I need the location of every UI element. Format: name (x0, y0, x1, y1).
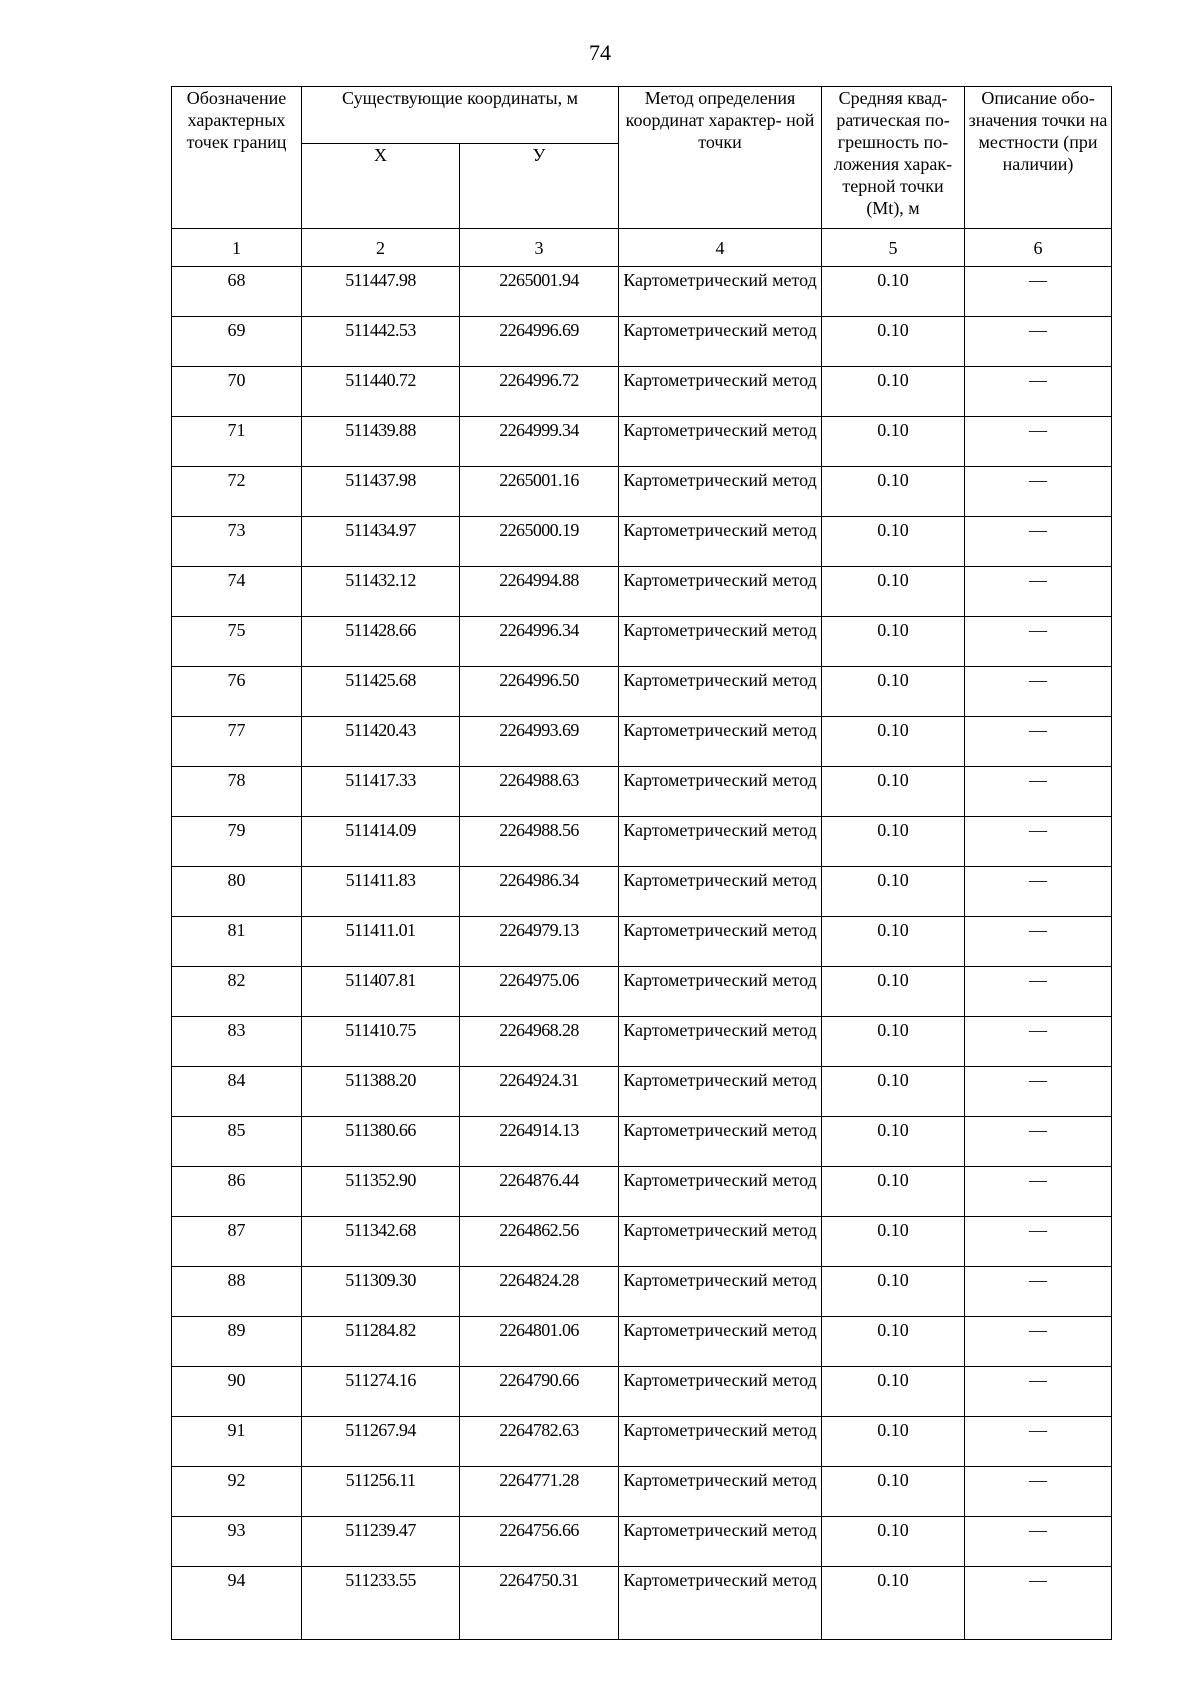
error-cell: 0.10 (822, 1067, 965, 1117)
error-cell: 0.10 (822, 617, 965, 667)
x-coordinate-cell: 511309.30 (302, 1267, 460, 1317)
x-coordinate-cell: 511342.68 (302, 1217, 460, 1267)
point-cell: 73 (172, 517, 302, 567)
x-coordinate-cell: 511233.55 (302, 1567, 460, 1640)
error-cell: 0.10 (822, 317, 965, 367)
description-cell: — (965, 1517, 1112, 1567)
x-coordinate-cell: 511239.47 (302, 1517, 460, 1567)
error-cell: 0.10 (822, 467, 965, 517)
point-cell: 83 (172, 1017, 302, 1067)
description-cell: — (965, 917, 1112, 967)
coordinates-table (171, 86, 1112, 1640)
column-number: 1 (172, 229, 302, 267)
table-row (172, 1467, 1112, 1517)
error-cell: 0.10 (822, 517, 965, 567)
error-cell: 0.10 (822, 567, 965, 617)
y-coordinate-cell: 2264782.63 (460, 1417, 619, 1467)
column-number-row (172, 229, 1112, 267)
x-coordinate-cell: 511267.94 (302, 1417, 460, 1467)
table-row (172, 517, 1112, 567)
point-cell: 72 (172, 467, 302, 517)
y-coordinate-cell: 2264756.66 (460, 1517, 619, 1567)
point-cell: 85 (172, 1117, 302, 1167)
point-cell: 93 (172, 1517, 302, 1567)
method-cell: Картометрический метод (619, 767, 822, 817)
table-row (172, 1517, 1112, 1567)
point-cell: 87 (172, 1217, 302, 1267)
x-coordinate-cell: 511428.66 (302, 617, 460, 667)
x-coordinate-cell: 511440.72 (302, 367, 460, 417)
method-cell: Картометрический метод (619, 1367, 822, 1417)
y-coordinate-cell: 2264862.56 (460, 1217, 619, 1267)
y-coordinate-cell: 2264876.44 (460, 1167, 619, 1217)
error-cell: 0.10 (822, 867, 965, 917)
method-cell: Картометрический метод (619, 667, 822, 717)
method-cell: Картометрический метод (619, 1267, 822, 1317)
method-cell: Картометрический метод (619, 367, 822, 417)
description-cell: — (965, 617, 1112, 667)
error-cell: 0.10 (822, 817, 965, 867)
x-coordinate-cell: 511380.66 (302, 1117, 460, 1167)
method-cell: Картометрический метод (619, 267, 822, 317)
x-coordinate-cell: 511411.83 (302, 867, 460, 917)
x-coordinate-cell: 511434.97 (302, 517, 460, 567)
table-row (172, 267, 1112, 317)
y-coordinate-cell: 2264968.28 (460, 1017, 619, 1067)
column-number: 2 (302, 229, 460, 267)
table-row (172, 567, 1112, 617)
page-number: 74 (589, 40, 611, 65)
error-cell: 0.10 (822, 717, 965, 767)
description-cell: — (965, 767, 1112, 817)
method-cell: Картометрический метод (619, 317, 822, 367)
error-cell: 0.10 (822, 1117, 965, 1167)
x-coordinate-cell: 511274.16 (302, 1367, 460, 1417)
description-cell: — (965, 1017, 1112, 1067)
y-coordinate-cell: 2264988.56 (460, 817, 619, 867)
point-cell: 82 (172, 967, 302, 1017)
x-coordinate-cell: 511439.88 (302, 417, 460, 467)
description-cell: — (965, 817, 1112, 867)
description-cell: — (965, 467, 1112, 517)
table-row (172, 967, 1112, 1017)
method-cell: Картометрический метод (619, 967, 822, 1017)
method-cell: Картометрический метод (619, 867, 822, 917)
point-cell: 81 (172, 917, 302, 967)
table-row (172, 367, 1112, 417)
x-coordinate-cell: 511411.01 (302, 917, 460, 967)
description-cell: — (965, 567, 1112, 617)
y-coordinate-cell: 2264975.06 (460, 967, 619, 1017)
table-row (172, 1067, 1112, 1117)
error-cell: 0.10 (822, 917, 965, 967)
table-row (172, 467, 1112, 517)
error-cell: 0.10 (822, 1517, 965, 1567)
y-coordinate-cell: 2264994.88 (460, 567, 619, 617)
y-coordinate-cell: 2264993.69 (460, 717, 619, 767)
table-row (172, 1167, 1112, 1217)
error-cell: 0.10 (822, 417, 965, 467)
description-cell: — (965, 867, 1112, 917)
error-cell: 0.10 (822, 1217, 965, 1267)
description-cell: — (965, 267, 1112, 317)
y-coordinate-cell: 2264996.34 (460, 617, 619, 667)
y-coordinate-cell: 2264996.72 (460, 367, 619, 417)
column-number: 5 (822, 229, 965, 267)
point-cell: 68 (172, 267, 302, 317)
table-row (172, 667, 1112, 717)
y-coordinate-cell: 2265000.19 (460, 517, 619, 567)
table-row (172, 417, 1112, 467)
point-cell: 91 (172, 1417, 302, 1467)
point-cell: 80 (172, 867, 302, 917)
error-cell: 0.10 (822, 767, 965, 817)
point-cell: 78 (172, 767, 302, 817)
table-row (172, 617, 1112, 667)
table-row (172, 717, 1112, 767)
description-cell: — (965, 1417, 1112, 1467)
y-coordinate-cell: 2264790.66 (460, 1367, 619, 1417)
y-coordinate-cell: 2264924.31 (460, 1067, 619, 1117)
header-error: Средняя квад- ратическая по- грешность по- ложения харак- терной точки (Mt), м (822, 87, 965, 229)
header-y: У (460, 144, 619, 229)
point-cell: 90 (172, 1367, 302, 1417)
x-coordinate-cell: 511284.82 (302, 1317, 460, 1367)
y-coordinate-cell: 2265001.16 (460, 467, 619, 517)
description-cell: — (965, 1167, 1112, 1217)
method-cell: Картометрический метод (619, 1417, 822, 1467)
description-cell: — (965, 1067, 1112, 1117)
table-row (172, 317, 1112, 367)
method-cell: Картометрический метод (619, 1167, 822, 1217)
description-cell: — (965, 417, 1112, 467)
point-cell: 86 (172, 1167, 302, 1217)
x-coordinate-cell: 511432.12 (302, 567, 460, 617)
table-row (172, 1217, 1112, 1267)
header-designation: Обозначение характерных точек границ (172, 87, 302, 229)
method-cell: Картометрический метод (619, 1517, 822, 1567)
error-cell: 0.10 (822, 667, 965, 717)
table-row (172, 1017, 1112, 1067)
error-cell: 0.10 (822, 1567, 965, 1640)
description-cell: — (965, 517, 1112, 567)
error-cell: 0.10 (822, 1417, 965, 1467)
method-cell: Картометрический метод (619, 517, 822, 567)
header-method: Метод определения координат характер- ной точки (619, 87, 822, 229)
table-row (172, 1567, 1112, 1640)
y-coordinate-cell: 2265001.94 (460, 267, 619, 317)
table-body (172, 267, 1112, 1640)
x-coordinate-cell: 511417.33 (302, 767, 460, 817)
description-cell: — (965, 1217, 1112, 1267)
error-cell: 0.10 (822, 267, 965, 317)
x-coordinate-cell: 511256.11 (302, 1467, 460, 1517)
method-cell: Картометрический метод (619, 1217, 822, 1267)
y-coordinate-cell: 2264996.69 (460, 317, 619, 367)
error-cell: 0.10 (822, 1367, 965, 1417)
table-row (172, 1267, 1112, 1317)
column-number: 3 (460, 229, 619, 267)
point-cell: 92 (172, 1467, 302, 1517)
x-coordinate-cell: 511410.75 (302, 1017, 460, 1067)
x-coordinate-cell: 511420.43 (302, 717, 460, 767)
x-coordinate-cell: 511414.09 (302, 817, 460, 867)
point-cell: 70 (172, 367, 302, 417)
x-coordinate-cell: 511447.98 (302, 267, 460, 317)
x-coordinate-cell: 511388.20 (302, 1067, 460, 1117)
description-cell: — (965, 1567, 1112, 1640)
description-cell: — (965, 1117, 1112, 1167)
description-cell: — (965, 367, 1112, 417)
description-cell: — (965, 667, 1112, 717)
point-cell: 76 (172, 667, 302, 717)
description-cell: — (965, 1467, 1112, 1517)
x-coordinate-cell: 511437.98 (302, 467, 460, 517)
column-number: 6 (965, 229, 1112, 267)
method-cell: Картометрический метод (619, 1567, 822, 1640)
y-coordinate-cell: 2264771.28 (460, 1467, 619, 1517)
y-coordinate-cell: 2264750.31 (460, 1567, 619, 1640)
x-coordinate-cell: 511407.81 (302, 967, 460, 1017)
point-cell: 74 (172, 567, 302, 617)
error-cell: 0.10 (822, 1267, 965, 1317)
column-number: 4 (619, 229, 822, 267)
x-coordinate-cell: 511352.90 (302, 1167, 460, 1217)
point-cell: 75 (172, 617, 302, 667)
description-cell: — (965, 717, 1112, 767)
error-cell: 0.10 (822, 367, 965, 417)
method-cell: Картометрический метод (619, 567, 822, 617)
method-cell: Картометрический метод (619, 1317, 822, 1367)
point-cell: 89 (172, 1317, 302, 1367)
y-coordinate-cell: 2264914.13 (460, 1117, 619, 1167)
table-row (172, 867, 1112, 917)
method-cell: Картометрический метод (619, 817, 822, 867)
y-coordinate-cell: 2264824.28 (460, 1267, 619, 1317)
x-coordinate-cell: 511425.68 (302, 667, 460, 717)
header-description: Описание обо- значения точки на местности (при наличии) (965, 87, 1112, 229)
header-coordinates: Существующие координаты, м (302, 87, 619, 144)
method-cell: Картометрический метод (619, 1467, 822, 1517)
method-cell: Картометрический метод (619, 1067, 822, 1117)
point-cell: 77 (172, 717, 302, 767)
method-cell: Картометрический метод (619, 467, 822, 517)
point-cell: 69 (172, 317, 302, 367)
description-cell: — (965, 317, 1112, 367)
point-cell: 84 (172, 1067, 302, 1117)
table-row (172, 917, 1112, 967)
y-coordinate-cell: 2264999.34 (460, 417, 619, 467)
table-row (172, 1117, 1112, 1167)
point-cell: 88 (172, 1267, 302, 1317)
method-cell: Картометрический метод (619, 1017, 822, 1067)
point-cell: 79 (172, 817, 302, 867)
y-coordinate-cell: 2264801.06 (460, 1317, 619, 1367)
table-row (172, 767, 1112, 817)
method-cell: Картометрический метод (619, 717, 822, 767)
method-cell: Картометрический метод (619, 617, 822, 667)
point-cell: 71 (172, 417, 302, 467)
method-cell: Картометрический метод (619, 417, 822, 467)
description-cell: — (965, 1317, 1112, 1367)
x-coordinate-cell: 511442.53 (302, 317, 460, 367)
table-row (172, 1417, 1112, 1467)
error-cell: 0.10 (822, 1167, 965, 1217)
y-coordinate-cell: 2264996.50 (460, 667, 619, 717)
error-cell: 0.10 (822, 1017, 965, 1067)
y-coordinate-cell: 2264986.34 (460, 867, 619, 917)
error-cell: 0.10 (822, 1317, 965, 1367)
description-cell: — (965, 1367, 1112, 1417)
description-cell: — (965, 1267, 1112, 1317)
method-cell: Картометрический метод (619, 917, 822, 967)
table-row (172, 1317, 1112, 1367)
header-x: X (302, 144, 460, 229)
table-row (172, 1367, 1112, 1417)
table-row (172, 817, 1112, 867)
error-cell: 0.10 (822, 1467, 965, 1517)
point-cell: 94 (172, 1567, 302, 1640)
method-cell: Картометрический метод (619, 1117, 822, 1167)
table-header (172, 87, 1112, 267)
y-coordinate-cell: 2264979.13 (460, 917, 619, 967)
y-coordinate-cell: 2264988.63 (460, 767, 619, 817)
description-cell: — (965, 967, 1112, 1017)
error-cell: 0.10 (822, 967, 965, 1017)
